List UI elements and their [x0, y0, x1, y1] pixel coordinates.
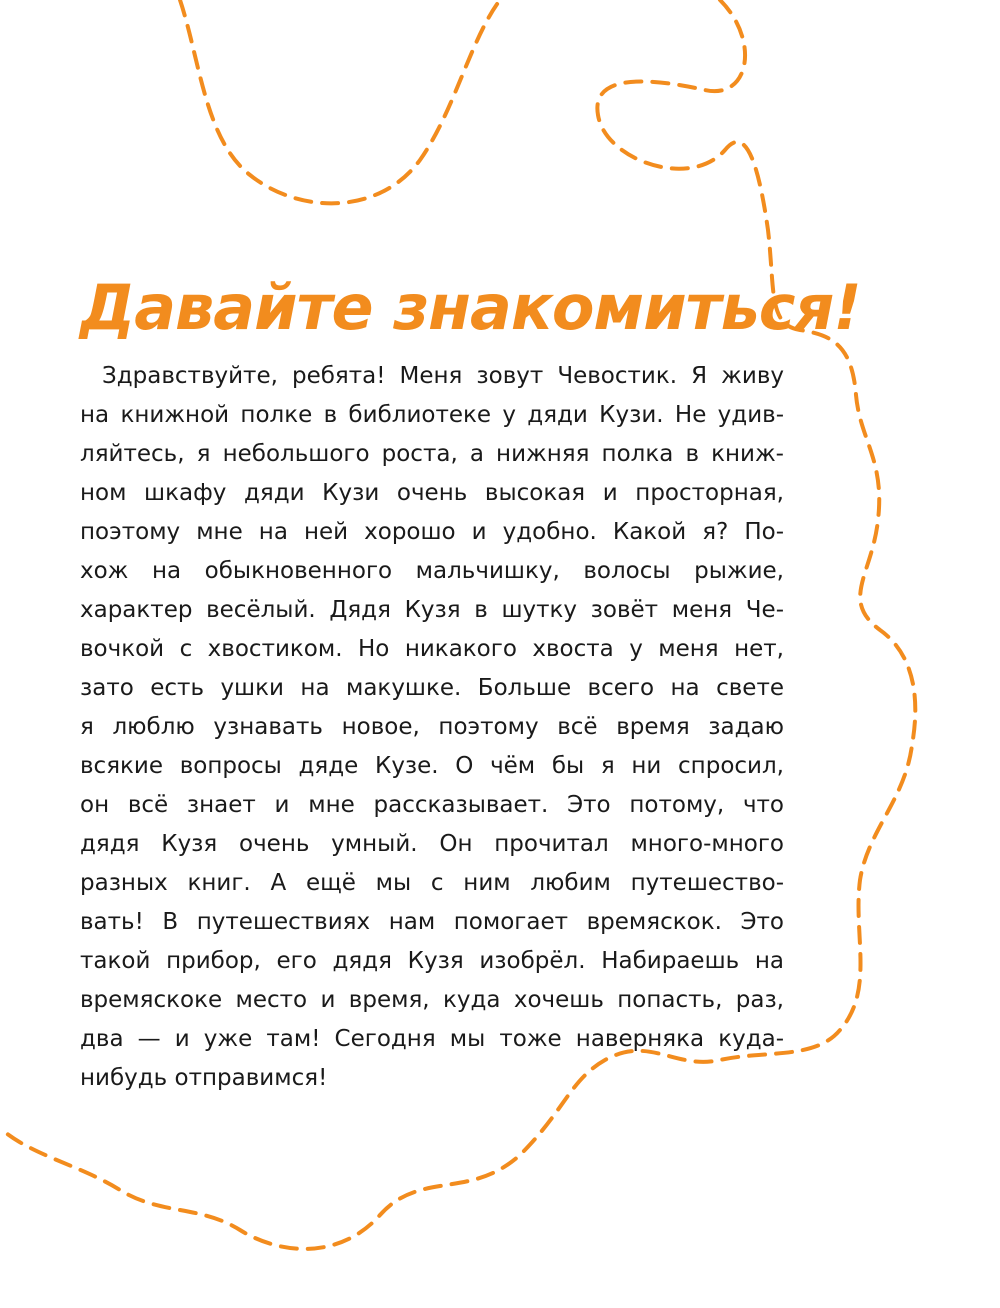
- text-line: вочкой с хвостиком. Но никакого хвоста у меня нет,: [80, 636, 784, 662]
- text-line: на книжной полке в библиотеке у дяди Кузи. Не удив-: [80, 402, 784, 428]
- dashed-trail-top: [180, 0, 500, 203]
- text-line: времяскоке место и время, куда хочешь попасть, раз,: [80, 987, 784, 1013]
- text-line: ляйтесь, я небольшого роста, а нижняя полка в книж-: [80, 441, 784, 467]
- page-title: Давайте знакомиться!: [80, 271, 861, 344]
- text-line: хож на обыкновенного мальчишку, волосы рыжие,: [80, 558, 784, 584]
- text-line: дядя Кузя очень умный. Он прочитал много-много: [80, 831, 784, 857]
- text-line: поэтому мне на ней хорошо и удобно. Какой я? По-: [80, 519, 784, 545]
- text-line: такой прибор, его дядя Кузя изобрёл. Набираешь на: [80, 948, 784, 974]
- text-line: нибудь отправимся!: [80, 1065, 328, 1091]
- text-line: вать! В путешествиях нам помогает времяскок. Это: [80, 909, 784, 935]
- text-line: он всё знает и мне рассказывает. Это потому, что: [80, 792, 784, 818]
- text-line: два — и уже там! Сегодня мы тоже наверняка куда-: [80, 1026, 784, 1052]
- text-line: разных книг. А ещё мы с ним любим путешество-: [80, 870, 784, 896]
- text-line: зато есть ушки на макушке. Больше всего на свете: [80, 675, 784, 701]
- text-line: всякие вопросы дяде Кузе. О чём бы я ни спросил,: [80, 753, 784, 779]
- text-line: Здравствуйте, ребята! Меня зовут Чевостик. Я живу: [102, 363, 784, 389]
- intro-paragraph: [80, 357, 784, 1098]
- text-line: ном шкафу дяди Кузи очень высокая и просторная,: [80, 480, 784, 506]
- text-line: характер весёлый. Дядя Кузя в шутку зовёт меня Че-: [80, 597, 784, 623]
- text-line: я люблю узнавать новое, поэтому всё время задаю: [80, 714, 784, 740]
